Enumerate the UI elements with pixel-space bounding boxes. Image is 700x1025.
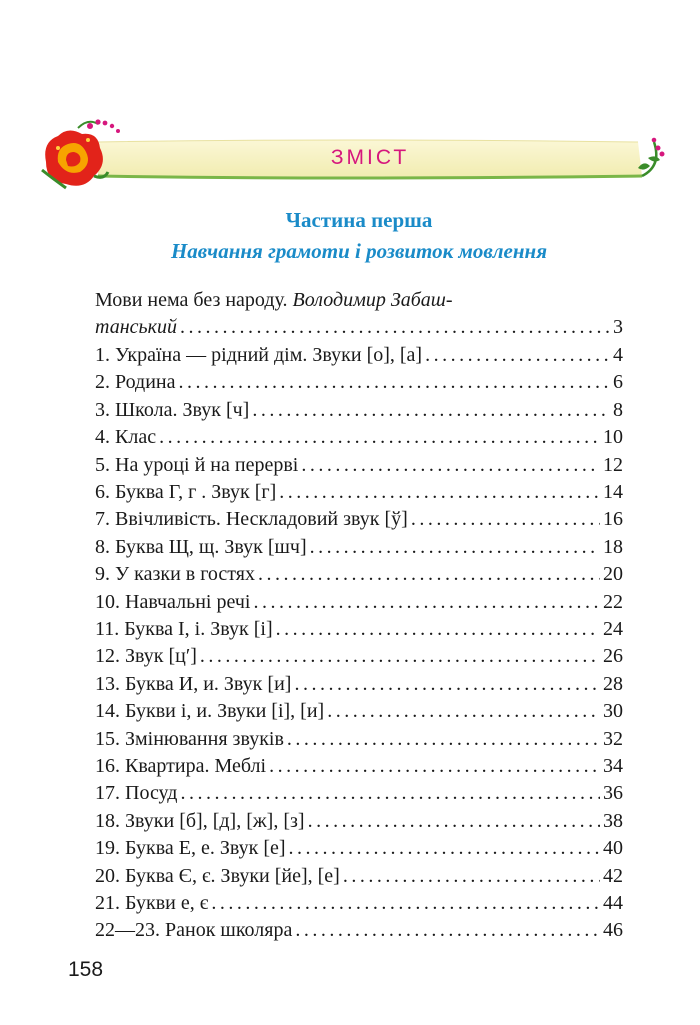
- toc-entry-page: 22: [603, 590, 623, 613]
- toc-entry-page: 40: [603, 837, 623, 860]
- intro-line-2: [95, 314, 623, 341]
- toc-entry-label: 20. Буква Є, є. Звуки [йе], [е]: [95, 864, 340, 887]
- toc-entry-page: 44: [603, 892, 623, 914]
- toc-entry-label: 10. Навчальні речі: [95, 590, 251, 613]
- toc-entry-label: 13. Буква И, и. Звук [и]: [95, 672, 292, 695]
- part-title: Частина перша: [285, 208, 433, 232]
- toc-entry-page: 8: [613, 398, 623, 421]
- toc-entry-label: 4. Клас: [95, 426, 157, 449]
- toc-entry[interactable]: [95, 698, 623, 725]
- toc-entry-page: 18: [603, 535, 623, 558]
- leader-dots: [295, 917, 600, 944]
- toc-entry-page: 10: [603, 426, 623, 449]
- leader-dots: [327, 698, 600, 725]
- toc-entry-page: 14: [603, 481, 623, 503]
- toc-entry[interactable]: [95, 589, 623, 616]
- toc-entry[interactable]: [95, 452, 623, 479]
- toc-entry-page: 16: [603, 508, 623, 531]
- toc-entry[interactable]: [95, 342, 623, 369]
- toc-entry-label: 22—23. Ранок школяра: [95, 919, 293, 942]
- toc-entry-page: 28: [603, 672, 623, 695]
- toc-entry-page: 38: [603, 809, 623, 832]
- toc-entry-label: 18. Звуки [б], [д], [ж], [з]: [95, 809, 305, 832]
- leader-dots: [258, 561, 600, 588]
- toc-entry-label: 8. Буква Щ, щ. Звук [шч]: [95, 535, 307, 558]
- toc-entry-page: 24: [603, 618, 623, 640]
- part-subtitle: Навчання грамоти і розвиток мовлення: [170, 239, 548, 263]
- toc-entry-page: 4: [613, 344, 623, 366]
- toc-entry-page: 36: [603, 782, 623, 805]
- page-number: 158: [68, 958, 104, 981]
- toc-entry[interactable]: [95, 561, 623, 588]
- toc-entry[interactable]: [95, 780, 623, 807]
- toc-entry-page: 12: [603, 453, 623, 476]
- toc-entry[interactable]: [95, 369, 623, 396]
- toc-entry[interactable]: [95, 671, 623, 698]
- berry-sprig-icon: [638, 138, 665, 176]
- leader-dots: [289, 835, 600, 862]
- toc-entry[interactable]: [95, 534, 623, 561]
- toc-entry[interactable]: [95, 863, 623, 890]
- intro-author-part2: танський: [95, 316, 177, 339]
- toc-entry-label: 9. У казки в гостях: [95, 563, 255, 586]
- leader-dots: [269, 753, 600, 780]
- toc-entry-label: 6. Буква Г, г . Звук [г]: [95, 481, 277, 503]
- toc-entry-label: 14. Букви і, и. Звуки [і], [и]: [95, 700, 325, 723]
- toc-entry[interactable]: [95, 643, 623, 670]
- toc-entry-page: 6: [613, 371, 623, 394]
- toc-entry-page: 26: [603, 645, 623, 668]
- toc-entry[interactable]: [95, 835, 623, 862]
- leader-dots: [301, 452, 600, 479]
- leader-dots: [308, 808, 600, 835]
- toc-entry[interactable]: [95, 917, 623, 944]
- toc-entry-label: 19. Буква Е, е. Звук [е]: [95, 837, 286, 860]
- toc-entry-page: 42: [603, 864, 623, 887]
- leader-dots: [200, 643, 600, 670]
- toc-entry-page: 46: [603, 919, 623, 942]
- leader-dots: [211, 890, 600, 917]
- toc-entry-label: 3. Школа. Звук [ч]: [95, 398, 250, 421]
- toc-entry-label: 21. Букви е, є: [95, 892, 209, 914]
- leader-dots: [159, 424, 600, 451]
- toc-entry-label: 12. Звук [ц′]: [95, 645, 197, 668]
- intro-author-part1: Володимир Забаш-: [292, 289, 453, 311]
- toc-entry[interactable]: [95, 397, 623, 424]
- toc-entry-page: 20: [603, 563, 623, 586]
- leader-dots: [179, 369, 610, 396]
- leader-dots: [253, 589, 600, 616]
- toc-entry[interactable]: [95, 890, 623, 917]
- toc-entry-label: 15. Змінювання звуків: [95, 727, 284, 750]
- toc-entry[interactable]: [95, 808, 623, 835]
- leader-dots: [343, 863, 600, 890]
- toc-entry[interactable]: [95, 479, 623, 506]
- intro-line-1: [95, 287, 625, 314]
- leader-dots: [425, 342, 610, 369]
- leader-dots: [279, 479, 600, 506]
- toc-intro-entry[interactable]: [95, 287, 625, 342]
- toc-entry-label: 2. Родина: [95, 371, 176, 394]
- contents-title: ЗМІСТ: [330, 146, 410, 169]
- leader-dots: [276, 616, 600, 643]
- toc-entry-page: 30: [603, 700, 623, 723]
- leader-dots: [294, 671, 600, 698]
- intro-text: Мови нема без народу.: [95, 289, 293, 311]
- toc-entry[interactable]: [95, 424, 623, 451]
- leader-dots: [411, 506, 600, 533]
- toc-entry[interactable]: [95, 726, 623, 753]
- toc-entry-label: 5. На уроці й на перерві: [95, 453, 299, 476]
- toc-entry-label: 1. Україна — рідний дім. Звуки [о], [а]: [95, 344, 423, 366]
- leader-dots: [180, 780, 600, 807]
- toc-entry-label: 11. Буква І, і. Звук [і]: [95, 618, 273, 640]
- leader-dots: [287, 726, 600, 753]
- toc-entry-page: 34: [603, 755, 623, 777]
- toc-entry-label: 7. Ввічливість. Нескладовий звук [ў]: [95, 508, 408, 531]
- intro-page: 3: [613, 316, 623, 339]
- toc-entry[interactable]: [95, 616, 623, 643]
- toc-entry-page: 32: [603, 727, 623, 750]
- leader-dots: [310, 534, 600, 561]
- toc-entry-label: 17. Посуд: [95, 782, 178, 805]
- toc-entry[interactable]: [95, 506, 623, 533]
- leader-dots: [180, 314, 610, 341]
- toc-entry-label: 16. Квартира. Меблі: [95, 755, 267, 777]
- leader-dots: [252, 397, 610, 424]
- toc-entry[interactable]: [95, 753, 623, 780]
